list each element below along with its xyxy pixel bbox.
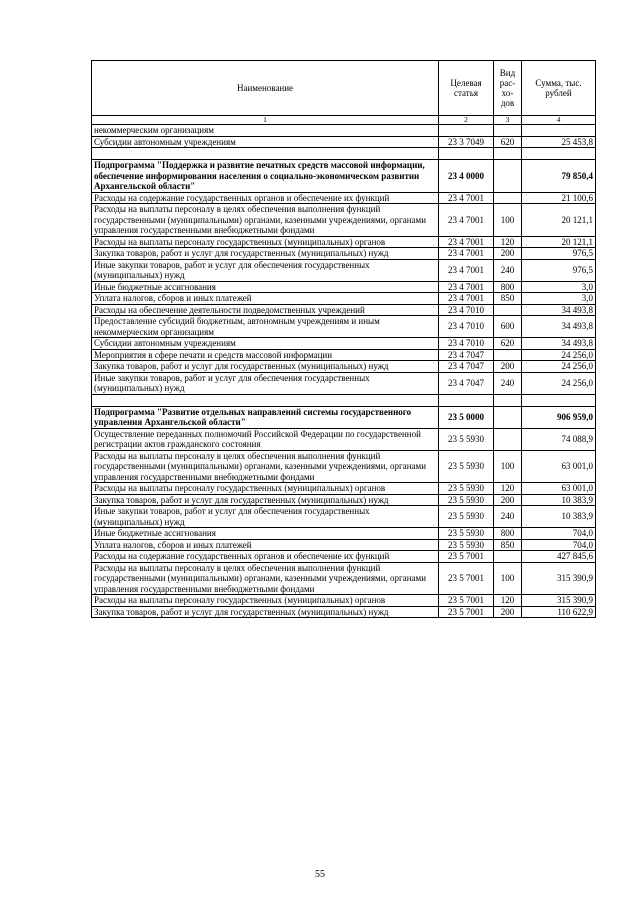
row-expense-type	[494, 551, 522, 563]
column-number: 1	[92, 116, 439, 125]
spacer-row	[92, 148, 596, 160]
spacer-cell	[92, 148, 439, 160]
row-expense-type: 200	[494, 361, 522, 373]
row-sum	[522, 125, 596, 137]
row-sum: 704,0	[522, 539, 596, 551]
row-target-article: 23 4 7001	[439, 204, 494, 237]
row-target-article: 23 4 7001	[439, 281, 494, 293]
row-expense-type: 600	[494, 316, 522, 338]
table-row	[92, 136, 596, 148]
row-target-article: 23 5 5930	[439, 506, 494, 528]
row-target-article: 23 4 0000	[439, 160, 494, 193]
row-target-article: 23 4 7001	[439, 248, 494, 260]
row-sum: 63 001,0	[522, 450, 596, 483]
table-row	[92, 506, 596, 528]
row-sum: 3,0	[522, 293, 596, 305]
row-target-article: 23 4 7047	[439, 372, 494, 394]
row-target-article: 23 4 7047	[439, 349, 494, 361]
row-name: Уплата налогов, сборов и иных платежей	[92, 293, 439, 305]
subprogram-row	[92, 160, 596, 193]
table-row	[92, 361, 596, 373]
row-name: Осуществление переданных полномочий Российской Федерации по государственной регистрации актов гражданского состояния	[92, 428, 439, 450]
table-row	[92, 349, 596, 361]
row-name: Уплата налогов, сборов и иных платежей	[92, 539, 439, 551]
row-expense-type: 100	[494, 204, 522, 237]
row-expense-type: 240	[494, 506, 522, 528]
table-row	[92, 293, 596, 305]
row-target-article: 23 4 7010	[439, 304, 494, 316]
row-target-article: 23 4 7010	[439, 338, 494, 350]
row-name: Предоставление субсидий бюджетным, автономным учреждениям и иным некоммерческим организациям	[92, 316, 439, 338]
row-name: Иные закупки товаров, работ и услуг для обеспечения государственных (муниципальных) нужд	[92, 372, 439, 394]
row-sum: 34 493,8	[522, 338, 596, 350]
row-target-article: 23 5 0000	[439, 406, 494, 428]
table-row	[92, 304, 596, 316]
column-number: 4	[522, 116, 596, 125]
header-target-article: Целевая статья	[439, 61, 494, 116]
row-sum: 34 493,8	[522, 304, 596, 316]
table-row	[92, 528, 596, 540]
row-expense-type	[494, 160, 522, 193]
row-expense-type	[494, 406, 522, 428]
row-name: Расходы на содержание государственных органов и обеспечение их функций	[92, 551, 439, 563]
row-name: Подпрограмма "Поддержка и развитие печатных средств массовой информации, обеспечение информирования населения о социально-экономическом развитии Архангельской области"	[92, 160, 439, 193]
row-target-article: 23 5 5930	[439, 483, 494, 495]
row-name: Иные закупки товаров, работ и услуг для обеспечения государственных (муниципальных) нужд	[92, 259, 439, 281]
row-expense-type: 120	[494, 236, 522, 248]
row-target-article: 23 4 7001	[439, 293, 494, 305]
row-name: Иные бюджетные ассигнования	[92, 281, 439, 293]
row-name: Иные закупки товаров, работ и услуг для обеспечения государственных (муниципальных) нужд	[92, 506, 439, 528]
row-target-article: 23 5 7001	[439, 595, 494, 607]
spacer-row	[92, 394, 596, 406]
row-target-article: 23 5 5930	[439, 428, 494, 450]
row-expense-type: 100	[494, 450, 522, 483]
row-name: Подпрограмма "Развитие отдельных направлений системы государственного управления Архангельской области"	[92, 406, 439, 428]
header-name: Наименование	[92, 61, 439, 116]
row-sum: 315 390,9	[522, 562, 596, 595]
row-sum: 704,0	[522, 528, 596, 540]
subprogram-row	[92, 406, 596, 428]
spacer-cell	[439, 148, 494, 160]
row-target-article: 23 3 7049	[439, 136, 494, 148]
row-expense-type: 120	[494, 595, 522, 607]
spacer-cell	[439, 394, 494, 406]
row-expense-type	[494, 428, 522, 450]
budget-table-page	[91, 60, 595, 618]
column-number-row	[92, 116, 596, 125]
row-sum: 34 493,8	[522, 316, 596, 338]
row-sum: 79 850,4	[522, 160, 596, 193]
row-target-article: 23 5 5930	[439, 494, 494, 506]
spacer-cell	[494, 148, 522, 160]
spacer-cell	[494, 394, 522, 406]
row-name: Расходы на обеспечение деятельности подведомственных учреждений	[92, 304, 439, 316]
row-sum: 24 256,0	[522, 349, 596, 361]
table-row	[92, 372, 596, 394]
row-name: некоммерческим организациям	[92, 125, 439, 137]
row-target-article: 23 4 7047	[439, 361, 494, 373]
row-sum: 3,0	[522, 281, 596, 293]
row-target-article: 23 4 7010	[439, 316, 494, 338]
row-name: Закупка товаров, работ и услуг для государственных (муниципальных) нужд	[92, 248, 439, 260]
row-name: Расходы на выплаты персоналу государственных (муниципальных) органов	[92, 483, 439, 495]
row-sum: 74 088,9	[522, 428, 596, 450]
row-name: Субсидии автономным учреждениям	[92, 338, 439, 350]
table-row	[92, 236, 596, 248]
table-row	[92, 428, 596, 450]
row-sum: 10 383,9	[522, 494, 596, 506]
table-row	[92, 606, 596, 618]
row-sum: 63 001,0	[522, 483, 596, 495]
row-expense-type	[494, 304, 522, 316]
column-number: 3	[494, 116, 522, 125]
budget-table-body	[92, 61, 596, 618]
row-sum: 976,5	[522, 259, 596, 281]
row-expense-type: 800	[494, 528, 522, 540]
table-row	[92, 338, 596, 350]
row-name: Субсидии автономным учреждениям	[92, 136, 439, 148]
row-name: Расходы на выплаты персоналу в целях обеспечения выполнения функций государственными (муниципальными) органами, казенными учреждениями, органами управления государственными внебюджетными фондами	[92, 450, 439, 483]
table-row	[92, 204, 596, 237]
row-sum: 110 622,9	[522, 606, 596, 618]
table-row	[92, 450, 596, 483]
table-row	[92, 281, 596, 293]
row-name: Расходы на выплаты персоналу в целях обеспечения выполнения функций государственными (муниципальными) органами, казенными учреждениями, органами управления государственными внебюджетными фондами	[92, 562, 439, 595]
page-number: 55	[315, 869, 325, 880]
row-name: Расходы на содержание государственных органов и обеспечение их функций	[92, 192, 439, 204]
row-sum: 427 845,6	[522, 551, 596, 563]
row-sum: 24 256,0	[522, 361, 596, 373]
row-sum: 976,5	[522, 248, 596, 260]
row-target-article	[439, 125, 494, 137]
header-sum: Сумма, тыс. рублей	[522, 61, 596, 116]
row-sum: 315 390,9	[522, 595, 596, 607]
row-sum: 25 453,8	[522, 136, 596, 148]
spacer-cell	[522, 148, 596, 160]
budget-table	[91, 60, 596, 618]
row-target-article: 23 5 7001	[439, 551, 494, 563]
row-name: Расходы на выплаты персоналу в целях обеспечения выполнения функций государственными (муниципальными) органами, казенными учреждениями, органами управления государственными внебюджетными фондами	[92, 204, 439, 237]
row-name: Закупка товаров, работ и услуг для государственных (муниципальных) нужд	[92, 494, 439, 506]
row-expense-type: 200	[494, 494, 522, 506]
row-target-article: 23 5 5930	[439, 539, 494, 551]
row-name: Расходы на выплаты персоналу государственных (муниципальных) органов	[92, 595, 439, 607]
row-expense-type: 620	[494, 338, 522, 350]
row-target-article: 23 5 5930	[439, 528, 494, 540]
row-expense-type: 200	[494, 248, 522, 260]
row-target-article: 23 5 7001	[439, 606, 494, 618]
table-row	[92, 316, 596, 338]
row-target-article: 23 4 7001	[439, 192, 494, 204]
table-row	[92, 483, 596, 495]
spacer-cell	[92, 394, 439, 406]
row-name: Расходы на выплаты персоналу государственных (муниципальных) органов	[92, 236, 439, 248]
row-expense-type: 200	[494, 606, 522, 618]
table-row	[92, 551, 596, 563]
table-row	[92, 562, 596, 595]
row-name: Закупка товаров, работ и услуг для государственных (муниципальных) нужд	[92, 361, 439, 373]
row-expense-type: 850	[494, 539, 522, 551]
row-expense-type	[494, 349, 522, 361]
column-number: 2	[439, 116, 494, 125]
spacer-cell	[522, 394, 596, 406]
row-target-article: 23 5 5930	[439, 450, 494, 483]
table-row	[92, 595, 596, 607]
row-sum: 24 256,0	[522, 372, 596, 394]
table-row	[92, 259, 596, 281]
row-target-article: 23 4 7001	[439, 259, 494, 281]
row-expense-type: 100	[494, 562, 522, 595]
row-expense-type: 240	[494, 372, 522, 394]
row-sum: 21 100,6	[522, 192, 596, 204]
row-expense-type: 850	[494, 293, 522, 305]
row-expense-type: 120	[494, 483, 522, 495]
table-row	[92, 125, 596, 137]
row-sum: 20 121,1	[522, 236, 596, 248]
row-name: Иные бюджетные ассигнования	[92, 528, 439, 540]
row-expense-type: 620	[494, 136, 522, 148]
row-name: Закупка товаров, работ и услуг для государственных (муниципальных) нужд	[92, 606, 439, 618]
row-expense-type	[494, 192, 522, 204]
header-expense-type: Вид рас-хо-дов	[494, 61, 522, 116]
table-header-row	[92, 61, 596, 116]
table-row	[92, 539, 596, 551]
row-expense-type	[494, 125, 522, 137]
table-row	[92, 494, 596, 506]
table-row	[92, 248, 596, 260]
row-target-article: 23 5 7001	[439, 562, 494, 595]
row-expense-type: 240	[494, 259, 522, 281]
row-sum: 20 121,1	[522, 204, 596, 237]
row-sum: 906 959,0	[522, 406, 596, 428]
row-expense-type: 800	[494, 281, 522, 293]
row-name: Мероприятия в сфере печати и средств массовой информации	[92, 349, 439, 361]
row-target-article: 23 4 7001	[439, 236, 494, 248]
table-row	[92, 192, 596, 204]
row-sum: 10 383,9	[522, 506, 596, 528]
